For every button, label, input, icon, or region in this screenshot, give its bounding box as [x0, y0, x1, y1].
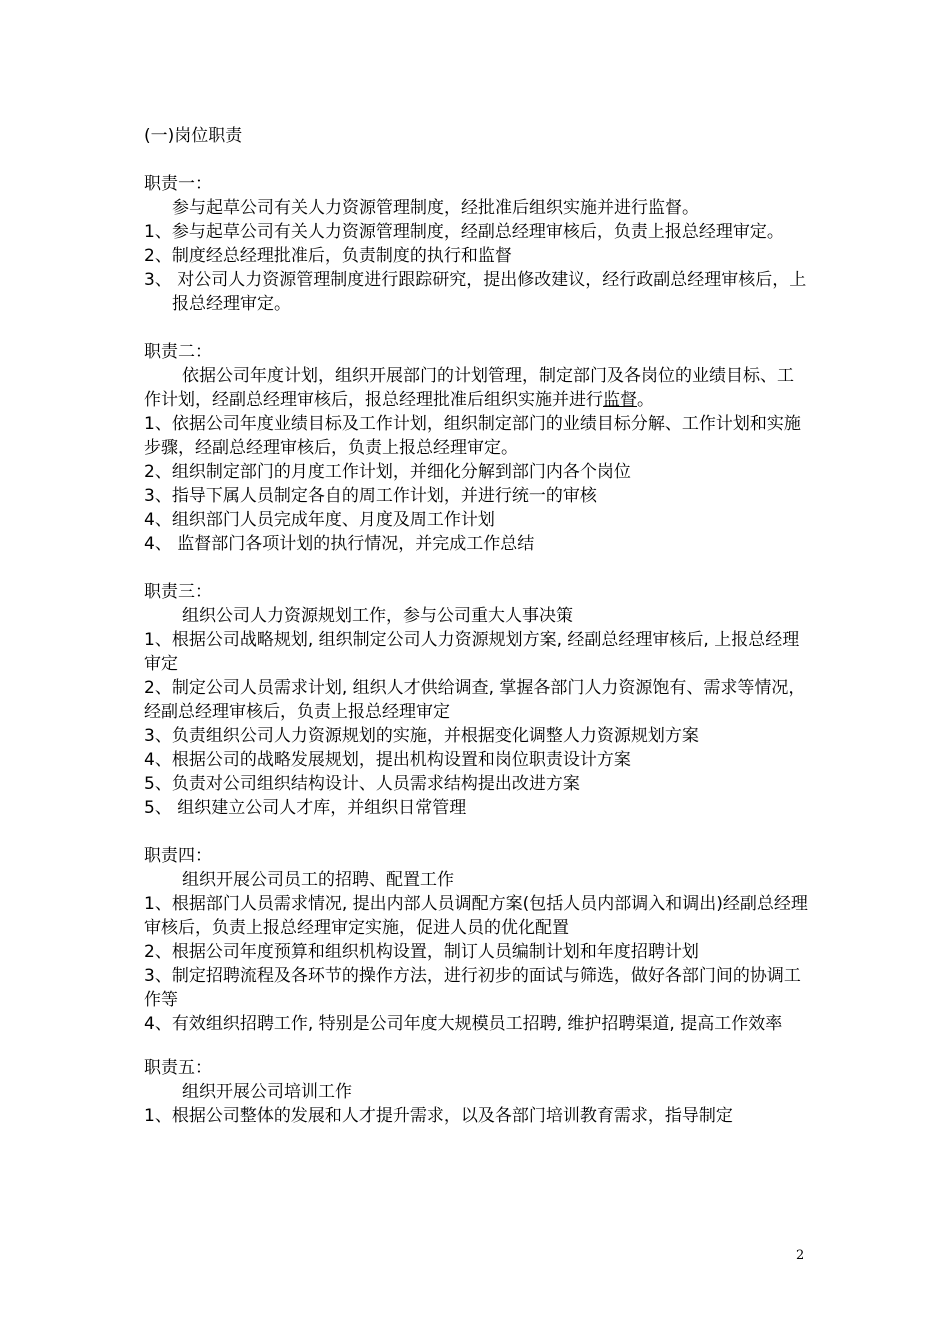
duty-four-item: 2、根据公司年度预算和组织机构设置，制订人员编制计划和年度招聘计划: [144, 942, 699, 962]
duty-two-item: 1、依据公司年度业绩目标及工作计划，组织制定部门的业绩目标分解、工作计划和实施步骤，经副总经理审核后，负责上报总经理审定。: [144, 414, 801, 458]
duty-one-item: 2、制度经总经理批准后，负责制度的执行和监督: [144, 246, 512, 266]
duty-two-summary: [144, 364, 810, 412]
duty-four: [144, 844, 810, 1036]
duty-four-title: 职责四：: [144, 846, 212, 866]
duty-four-item: 3、制定招聘流程及各环节的操作方法，进行初步的面试与筛选，做好各部门间的协调工作等: [144, 966, 801, 1010]
duty-three: [144, 580, 810, 820]
duty-two: [144, 340, 810, 556]
duty-four-item: 4、有效组织招聘工作, 特别是公司年度大规模员工招聘, 维护招聘渠道, 提高工作效率: [144, 1014, 783, 1034]
duty-three-item: 5、 组织建立公司人才库，并组织日常管理: [144, 798, 467, 818]
duty-three-title: 职责三：: [144, 582, 212, 602]
duty-one-title: 职责一：: [144, 174, 212, 194]
page-number: 2: [796, 1248, 805, 1263]
duty-one: [144, 172, 810, 316]
duty-four-summary: 组织开展公司员工的招聘、配置工作: [182, 870, 454, 890]
duty-five-title: 职责五：: [144, 1058, 212, 1078]
duty-five: [144, 1056, 810, 1128]
section-heading: (一)岗位职责: [144, 126, 243, 146]
duty-five-item: 1、根据公司整体的发展和人才提升需求，以及各部门培训教育需求，指导制定: [144, 1106, 733, 1126]
duty-two-summary-end: 。: [637, 390, 654, 410]
document-body: [144, 124, 810, 1128]
duty-two-item: 4、 监督部门各项计划的执行情况，并完成工作总结: [144, 534, 535, 554]
duty-two-summary-text: 依据公司年度计划，组织开展部门的计划管理，制定部门及各岗位的业绩目标、工作计划，经副总经理审核后，报总经理批准后组织实施并进行: [144, 366, 794, 410]
duty-three-item: 4、根据公司的战略发展规划，提出机构设置和岗位职责设计方案: [144, 750, 631, 770]
duty-one-summary: 参与起草公司有关人力资源管理制度，经批准后组织实施并进行监督。: [172, 198, 699, 218]
duty-two-item: 2、组织制定部门的月度工作计划，并细化分解到部门内各个岗位: [144, 462, 631, 482]
duty-three-item: 3、负责组织公司人力资源规划的实施，并根据变化调整人力资源规划方案: [144, 726, 699, 746]
duty-two-title: 职责二：: [144, 342, 212, 362]
duty-three-summary: 组织公司人力资源规划工作，参与公司重大人事决策: [182, 606, 573, 626]
duty-three-item: 1、根据公司战略规划, 组织制定公司人力资源规划方案, 经副总经理审核后, 上报总经理审定: [144, 630, 800, 674]
duty-one-item: 3、 对公司人力资源管理制度进行跟踪研究，提出修改建议，经行政副总经理审核后，上报总经理审定。: [144, 270, 807, 314]
duty-five-summary: 组织开展公司培训工作: [182, 1082, 352, 1102]
duty-two-item: 4、组织部门人员完成年度、月度及周工作计划: [144, 510, 495, 530]
duty-three-item: 2、制定公司人员需求计划, 组织人才供给调查, 掌握各部门人力资源饱有、需求等情况，经副总经理审核后，负责上报总经理审定: [144, 678, 806, 722]
duty-two-summary-underlined: 监督: [603, 390, 637, 410]
duty-one-item: 1、参与起草公司有关人力资源管理制度，经副总经理审核后，负责上报总经理审定。: [144, 222, 784, 242]
duty-four-item: 1、根据部门人员需求情况, 提出内部人员调配方案(包括人员内部调入和调出)经副总经理审核后，负责上报总经理审定实施，促进人员的优化配置: [144, 894, 808, 938]
duty-three-item: 5、负责对公司组织结构设计、人员需求结构提出改进方案: [144, 774, 580, 794]
duty-two-item: 3、指导下属人员制定各自的周工作计划，并进行统一的审核: [144, 486, 597, 506]
